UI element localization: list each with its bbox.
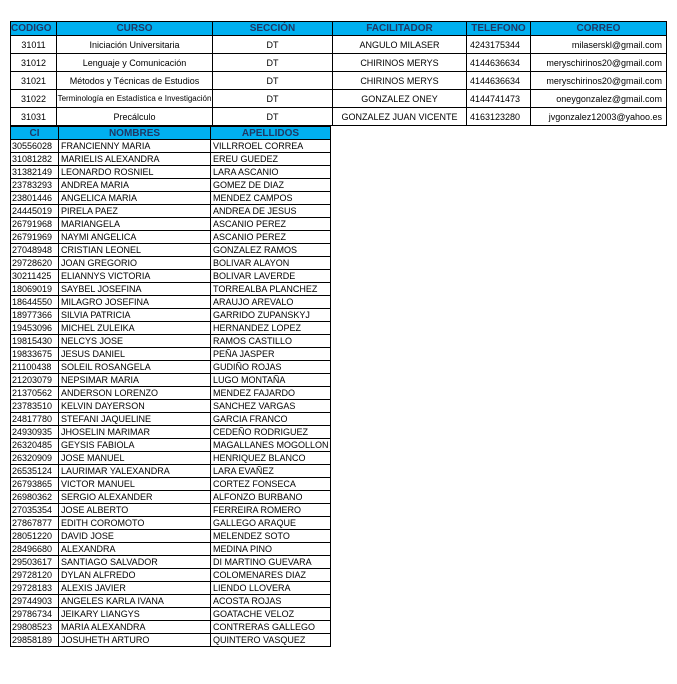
student-nombres: NEPSIMAR MARIA [59,374,211,387]
student-nombres: SAYBEL JOSEFINA [59,283,211,296]
student-apellidos: LARA ASCANIO [211,166,331,179]
student-nombres: CRISTIAN LEONEL [59,244,211,257]
student-nombres: MARIELIS ALEXANDRA [59,153,211,166]
student-row [11,231,331,244]
student-apellidos: ANDREA DE JESUS [211,205,331,218]
student-ci: 18069019 [11,283,59,296]
course-header-row [11,22,667,36]
student-row [11,257,331,270]
student-table [10,126,331,647]
student-apellidos: MEDINA PINO [211,543,331,556]
student-ci: 19833675 [11,348,59,361]
student-apellidos: CONTRERAS GALLEGO [211,621,331,634]
student-apellidos: ARAUJO AREVALO [211,296,331,309]
student-row [11,400,331,413]
student-row [11,322,331,335]
course-phone: 4144636634 [467,54,531,72]
student-ci: 26320909 [11,452,59,465]
student-nombres: VICTOR MANUEL [59,478,211,491]
student-row [11,374,331,387]
student-apellidos: GONZALEZ RAMOS [211,244,331,257]
student-apellidos: BOLIVAR LAVERDE [211,270,331,283]
student-nombres: NELCYS JOSE [59,335,211,348]
student-nombres: JOSE MANUEL [59,452,211,465]
student-nombres: MARIA ALEXANDRA [59,621,211,634]
student-nombres: DYLAN ALFREDO [59,569,211,582]
student-ci: 29728620 [11,257,59,270]
course-name: Métodos y Técnicas de Estudios [57,72,213,90]
student-ci: 27035354 [11,504,59,517]
student-nombres: PIRELA PAEZ [59,205,211,218]
course-row [11,90,667,108]
student-row [11,309,331,322]
student-ci: 29728120 [11,569,59,582]
course-name: Terminología en Estadística e Investigación [57,90,213,108]
student-ci: 23783293 [11,179,59,192]
student-row [11,192,331,205]
course-email: jvgonzalez12003@yahoo.es [531,108,667,126]
student-nombres: JOAN GREGORIO [59,257,211,270]
student-row [11,413,331,426]
student-ci: 26320485 [11,439,59,452]
student-apellidos: GOMEZ DE DIAZ [211,179,331,192]
course-name: Iniciación Universitaria [57,36,213,54]
student-apellidos: CEDEÑO RODRIGUEZ [211,426,331,439]
header-ci: CI [11,127,59,140]
student-apellidos: MENDEZ CAMPOS [211,192,331,205]
student-ci: 19453096 [11,322,59,335]
student-nombres: MILAGRO JOSEFINA [59,296,211,309]
student-ci: 24930935 [11,426,59,439]
student-ci: 19815430 [11,335,59,348]
student-ci: 26793865 [11,478,59,491]
student-row [11,517,331,530]
student-nombres: ANGELES KARLA IVANA [59,595,211,608]
student-apellidos: TORREALBA PLANCHEZ [211,283,331,296]
student-row [11,179,331,192]
header-nombres: NOMBRES [59,127,211,140]
student-row [11,205,331,218]
student-ci: 30211425 [11,270,59,283]
student-ci: 23783510 [11,400,59,413]
student-apellidos: DI MARTINO GUEVARA [211,556,331,569]
course-facilitator: GONZALEZ JUAN VICENTE [333,108,467,126]
student-nombres: SERGIO ALEXANDER [59,491,211,504]
student-row [11,452,331,465]
student-row [11,478,331,491]
student-row [11,361,331,374]
student-apellidos: GARCIA FRANCO [211,413,331,426]
student-ci: 26791969 [11,231,59,244]
student-nombres: SILVIA PATRICIA [59,309,211,322]
student-row [11,335,331,348]
student-apellidos: MENDEZ FAJARDO [211,387,331,400]
student-apellidos: LUGO MONTAÑA [211,374,331,387]
student-apellidos: FERREIRA ROMERO [211,504,331,517]
course-row [11,108,667,126]
student-ci: 27048948 [11,244,59,257]
student-row [11,491,331,504]
student-ci: 29808523 [11,621,59,634]
student-apellidos: EREU GUEDEZ [211,153,331,166]
student-header-row [11,127,331,140]
student-ci: 21370562 [11,387,59,400]
student-ci: 24817780 [11,413,59,426]
student-nombres: JEIKARY LIANGYS [59,608,211,621]
student-ci: 26791968 [11,218,59,231]
student-row [11,387,331,400]
student-apellidos: GUDIÑO ROJAS [211,361,331,374]
student-apellidos: SANCHEZ VARGAS [211,400,331,413]
header-telefono: TELEFONO [467,22,531,36]
course-row [11,36,667,54]
student-ci: 27867877 [11,517,59,530]
course-codigo: 31031 [11,108,57,126]
course-section: DT [213,72,333,90]
header-correo: CORREO [531,22,667,36]
student-apellidos: CORTEZ FONSECA [211,478,331,491]
student-row [11,244,331,257]
student-row [11,270,331,283]
student-nombres: ANGELICA MARIA [59,192,211,205]
student-nombres: JOSE ALBERTO [59,504,211,517]
student-nombres: NAYMI ANGELICA [59,231,211,244]
student-apellidos: PEÑA JASPER [211,348,331,361]
course-phone: 4144636634 [467,72,531,90]
student-row [11,439,331,452]
student-ci: 29503617 [11,556,59,569]
header-seccion: SECCIÓN [213,22,333,36]
student-ci: 29858189 [11,634,59,647]
course-phone: 4144741473 [467,90,531,108]
student-apellidos: ALFONZO BURBANO [211,491,331,504]
student-ci: 21203079 [11,374,59,387]
student-ci: 23801446 [11,192,59,205]
student-row [11,556,331,569]
course-phone: 4163123280 [467,108,531,126]
student-apellidos: ASCANIO PEREZ [211,231,331,244]
course-email: milaserskl@gmail.com [531,36,667,54]
student-row [11,296,331,309]
student-apellidos: HENRIQUEZ BLANCO [211,452,331,465]
student-nombres: ANDERSON LORENZO [59,387,211,400]
course-codigo: 31011 [11,36,57,54]
course-table [10,21,667,126]
course-email: meryschirinos20@gmail.com [531,54,667,72]
student-apellidos: LARA EVAÑEZ [211,465,331,478]
student-nombres: EDITH COROMOTO [59,517,211,530]
student-row [11,166,331,179]
student-apellidos: QUINTERO VASQUEZ [211,634,331,647]
student-ci: 29744903 [11,595,59,608]
student-nombres: JESUS DANIEL [59,348,211,361]
course-facilitator: CHIRINOS MERYS [333,72,467,90]
student-row [11,218,331,231]
header-apellidos: APELLIDOS [211,127,331,140]
student-ci: 21100438 [11,361,59,374]
course-row [11,54,667,72]
header-codigo: CODIGO [11,22,57,36]
student-ci: 31081282 [11,153,59,166]
student-row [11,543,331,556]
student-row [11,608,331,621]
course-name: Precálculo [57,108,213,126]
student-apellidos: BOLIVAR ALAYON [211,257,331,270]
student-nombres: ALEXANDRA [59,543,211,556]
course-facilitator: CHIRINOS MERYS [333,54,467,72]
student-ci: 24445019 [11,205,59,218]
student-row [11,504,331,517]
student-row [11,140,331,153]
student-nombres: MARIANGELA [59,218,211,231]
student-apellidos: LIENDO LLOVERA [211,582,331,595]
student-nombres: ALEXIS JAVIER [59,582,211,595]
course-section: DT [213,36,333,54]
course-email: meryschirinos20@gmail.com [531,72,667,90]
student-apellidos: GARRIDO ZUPANSKYJ [211,309,331,322]
student-nombres: DAVID JOSE [59,530,211,543]
student-row [11,634,331,647]
student-row [11,348,331,361]
student-nombres: ELIANNYS VICTORIA [59,270,211,283]
student-nombres: SANTIAGO SALVADOR [59,556,211,569]
student-apellidos: GOATACHE VELOZ [211,608,331,621]
student-nombres: KELVIN DAYERSON [59,400,211,413]
course-facilitator: ANGULO MILASER [333,36,467,54]
course-codigo: 31012 [11,54,57,72]
student-nombres: JHOSELIN MARIMAR [59,426,211,439]
student-ci: 26980362 [11,491,59,504]
course-codigo: 31022 [11,90,57,108]
student-row [11,595,331,608]
student-ci: 28051220 [11,530,59,543]
student-apellidos: GALLEGO ARAQUE [211,517,331,530]
student-apellidos: HERNANDEZ LOPEZ [211,322,331,335]
student-nombres: JOSUHETH ARTURO [59,634,211,647]
student-row [11,582,331,595]
student-row [11,426,331,439]
student-ci: 31382149 [11,166,59,179]
student-ci: 29786734 [11,608,59,621]
student-row [11,569,331,582]
student-row [11,153,331,166]
student-apellidos: COLOMENARES DIAZ [211,569,331,582]
student-nombres: MICHEL ZULEIKA [59,322,211,335]
student-row [11,465,331,478]
student-apellidos: MELENDEZ SOTO [211,530,331,543]
student-nombres: STEFANI JAQUELINE [59,413,211,426]
student-apellidos: RAMOS CASTILLO [211,335,331,348]
course-facilitator: GONZALEZ ONEY [333,90,467,108]
student-apellidos: VILLRROEL CORREA [211,140,331,153]
student-nombres: SOLEIL ROSANGELA [59,361,211,374]
student-apellidos: ACOSTA ROJAS [211,595,331,608]
student-row [11,530,331,543]
course-section: DT [213,108,333,126]
student-ci: 26535124 [11,465,59,478]
student-nombres: LAURIMAR YALEXANDRA [59,465,211,478]
course-name: Lenguaje y Comunicación [57,54,213,72]
student-row [11,283,331,296]
student-ci: 28496680 [11,543,59,556]
student-ci: 29728183 [11,582,59,595]
header-curso: CURSO [57,22,213,36]
student-nombres: ANDREA MARIA [59,179,211,192]
student-nombres: LEONARDO ROSNIEL [59,166,211,179]
student-ci: 18977366 [11,309,59,322]
student-nombres: GEYSIS FABIOLA [59,439,211,452]
student-row [11,621,331,634]
course-email: oneygonzalez@gmail.com [531,90,667,108]
header-facilitador: FACILITADOR [333,22,467,36]
student-ci: 18644550 [11,296,59,309]
student-ci: 30556028 [11,140,59,153]
course-row [11,72,667,90]
student-apellidos: MAGALLANES MOGOLLON [211,439,331,452]
course-section: DT [213,90,333,108]
course-codigo: 31021 [11,72,57,90]
student-apellidos: ASCANIO PEREZ [211,218,331,231]
student-nombres: FRANCIENNY MARIA [59,140,211,153]
course-phone: 4243175344 [467,36,531,54]
course-section: DT [213,54,333,72]
